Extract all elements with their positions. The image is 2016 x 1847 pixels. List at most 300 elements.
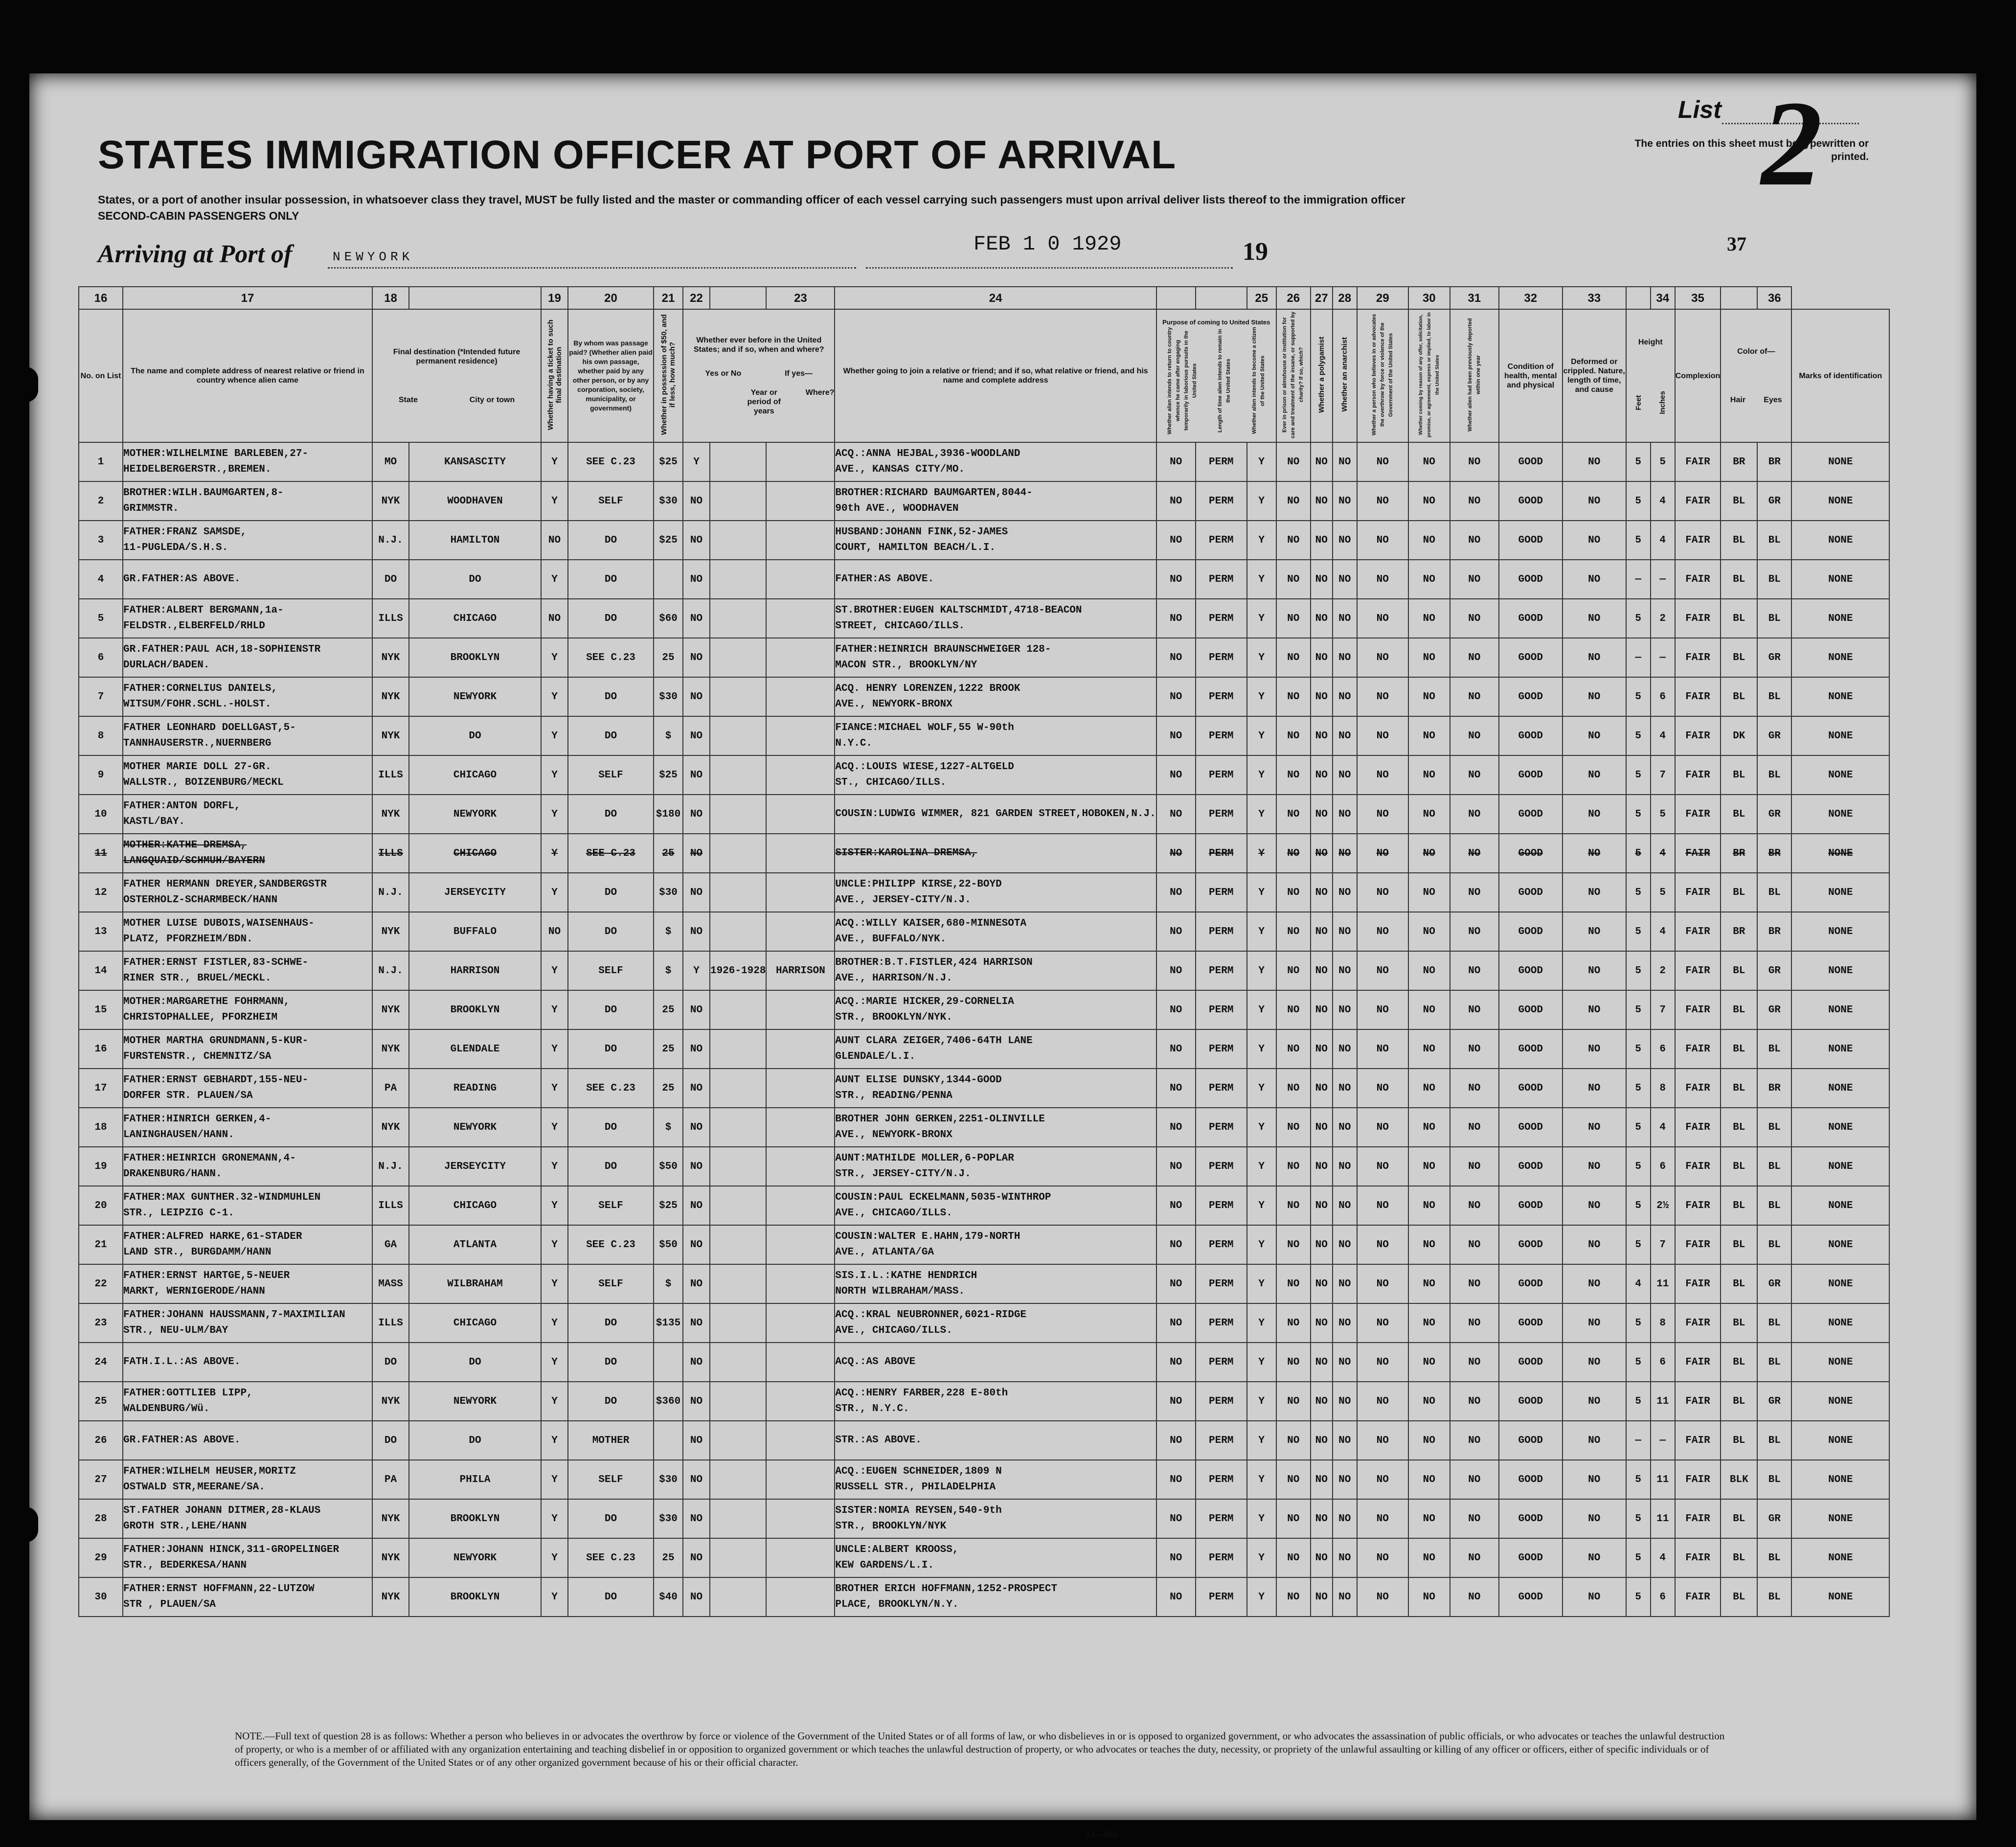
cell-relative-line1: GR.FATHER:AS ABOVE. — [123, 1435, 241, 1446]
table-row — [79, 599, 1889, 638]
cell-marks: NONE — [1791, 755, 1889, 795]
cell-offer: NO — [1408, 1538, 1450, 1577]
cell-complexion: FAIR — [1675, 716, 1721, 755]
header-polygamist-text: Whether a polygamist — [1317, 336, 1326, 413]
cell-relative — [123, 1029, 372, 1069]
cell-relative-line2: WALDENBURG/Wü. — [123, 1403, 210, 1414]
cell-offer: NO — [1408, 521, 1450, 560]
cell-relative-line2: FELDSTR.,ELBERFELD/RHLD — [123, 620, 265, 632]
cell-paid-by: DO — [568, 1303, 654, 1343]
cell-purpose-length: PERM — [1196, 1460, 1247, 1499]
cell-deported: NO — [1450, 521, 1499, 560]
table-row — [79, 1460, 1889, 1499]
cell-purpose-return: NO — [1156, 599, 1196, 638]
cell-marks: NONE — [1791, 638, 1889, 677]
header-no-on-list: No. on List — [79, 309, 123, 442]
cell-ever-before: NO — [683, 1264, 710, 1303]
cell-eyes: BL — [1757, 1029, 1791, 1069]
cell-anarchist: NO — [1333, 1421, 1357, 1460]
column-number: 25 — [1247, 287, 1276, 309]
column-number: 33 — [1563, 287, 1626, 309]
cell-join-relative — [835, 834, 1156, 873]
cell-state: NYK — [372, 990, 409, 1029]
column-number — [1196, 287, 1247, 309]
cell-relative-line2: PLATZ, PFORZHEIM/BDN. — [123, 934, 253, 945]
cell-polygamist: NO — [1311, 1382, 1333, 1421]
cell-where — [766, 1577, 835, 1617]
cell-ticket: Y — [541, 1303, 568, 1343]
cell-purpose-citizen: Y — [1247, 1343, 1276, 1382]
cell-relative-line2: OSTWALD STR,MEERANE/SA. — [123, 1482, 265, 1493]
cell-state: N.J. — [372, 521, 409, 560]
cell-state: NYK — [372, 1029, 409, 1069]
cell-overthrow: NO — [1357, 1343, 1408, 1382]
cell-hair: BL — [1721, 755, 1757, 795]
cell-deformed: NO — [1563, 1343, 1626, 1382]
cell-feet: 5 — [1626, 1303, 1651, 1343]
column-number: 21 — [654, 287, 683, 309]
cell-no: 16 — [79, 1029, 123, 1069]
cell-eyes: BR — [1757, 834, 1791, 873]
cell-city: BROOKLYN — [409, 1577, 541, 1617]
cell-purpose-length: PERM — [1196, 560, 1247, 599]
cell-offer: NO — [1408, 1421, 1450, 1460]
header-money-text: Whether in possession of $50, and if less, how much? — [660, 314, 677, 435]
cell-purpose-citizen: Y — [1247, 1108, 1276, 1147]
cell-purpose-return: NO — [1156, 1577, 1196, 1617]
cell-money: $ — [654, 912, 683, 951]
cell-relative-line1: FATHER:JOHANN HINCK,311-GROPELINGER — [123, 1544, 340, 1555]
column-number: 30 — [1408, 287, 1450, 309]
cell-ticket: Y — [541, 481, 568, 521]
header-deported-text: Whether alien had been previously deported within one year — [1467, 318, 1481, 432]
table-row — [79, 873, 1889, 912]
cell-money: $ — [654, 1264, 683, 1303]
cell-years — [710, 1577, 766, 1617]
cell-prison: NO — [1276, 834, 1311, 873]
cell-state: MASS — [372, 1264, 409, 1303]
cell-feet: 5 — [1626, 1538, 1651, 1577]
cell-polygamist: NO — [1311, 521, 1333, 560]
cell-inches: 4 — [1651, 481, 1675, 521]
table-row — [79, 1108, 1889, 1147]
cell-join-relative-line2: 90th AVE., WOODHAVEN — [835, 503, 959, 514]
cell-purpose-return: NO — [1156, 1460, 1196, 1499]
cell-join-relative-line2: AVE., JERSEY-CITY/N.J. — [835, 894, 971, 906]
cell-purpose-return: NO — [1156, 481, 1196, 521]
cell-where — [766, 560, 835, 599]
cell-paid-by: SEE C.23 — [568, 442, 654, 481]
cell-purpose-return: NO — [1156, 1303, 1196, 1343]
cell-purpose-return: NO — [1156, 795, 1196, 834]
table-row — [79, 1264, 1889, 1303]
cell-hair: BR — [1721, 834, 1757, 873]
cell-purpose-length: PERM — [1196, 1108, 1247, 1147]
cell-deported: NO — [1450, 716, 1499, 755]
cell-health: GOOD — [1499, 1460, 1563, 1499]
cell-relative-line2: STR., LEIPZIG C-1. — [123, 1208, 234, 1219]
cell-overthrow: NO — [1357, 990, 1408, 1029]
cell-deported: NO — [1450, 1186, 1499, 1225]
cell-inches: 4 — [1651, 1108, 1675, 1147]
cell-marks: NONE — [1791, 990, 1889, 1029]
cell-join-relative — [835, 1264, 1156, 1303]
cell-eyes: BR — [1757, 442, 1791, 481]
cell-feet: 5 — [1626, 442, 1651, 481]
cell-ever-before: NO — [683, 1382, 710, 1421]
cell-offer: NO — [1408, 834, 1450, 873]
cell-city: HARRISON — [409, 951, 541, 990]
cell-marks: NONE — [1791, 951, 1889, 990]
header-marks: Marks of identification — [1791, 309, 1889, 442]
cell-overthrow: NO — [1357, 716, 1408, 755]
table-row — [79, 560, 1889, 599]
cell-relative — [123, 1303, 372, 1343]
cell-complexion: FAIR — [1675, 1577, 1721, 1617]
cell-anarchist: NO — [1333, 1069, 1357, 1108]
cell-deformed: NO — [1563, 1108, 1626, 1147]
binder-hole — [14, 1507, 38, 1542]
header-relative: The name and complete address of nearest relative or friend in country whence alien came — [123, 309, 372, 442]
cell-polygamist: NO — [1311, 990, 1333, 1029]
cell-relative — [123, 1264, 372, 1303]
cell-anarchist: NO — [1333, 1460, 1357, 1499]
cell-purpose-return: NO — [1156, 1538, 1196, 1577]
subtitle-class: SECOND-CABIN PASSENGERS ONLY — [98, 209, 299, 222]
binder-hole — [14, 367, 38, 402]
header-condition: Condition of health, mental and physical — [1499, 309, 1563, 442]
cell-purpose-return: NO — [1156, 1147, 1196, 1186]
cell-join-relative-line2: AVE., KANSAS CITY/MO. — [835, 464, 965, 475]
cell-feet: 5 — [1626, 1460, 1651, 1499]
cell-purpose-citizen: Y — [1247, 1029, 1276, 1069]
cell-relative-line1: MOTHER:KATHE DREMSA, — [123, 840, 247, 851]
cell-years — [710, 677, 766, 716]
cell-prison: NO — [1276, 1303, 1311, 1343]
cell-complexion: FAIR — [1675, 795, 1721, 834]
column-number — [1156, 287, 1196, 309]
cell-join-relative-line1: ACQ.:EUGEN SCHNEIDER,1809 N — [835, 1466, 1002, 1477]
cell-anarchist: NO — [1333, 1264, 1357, 1303]
cell-purpose-return: NO — [1156, 1264, 1196, 1303]
cell-join-relative-line2: STR., READING/PENNA — [835, 1090, 952, 1101]
cell-overthrow: NO — [1357, 1264, 1408, 1303]
cell-eyes: BR — [1757, 1069, 1791, 1108]
cell-where — [766, 1186, 835, 1225]
cell-ever-before: NO — [683, 1225, 710, 1264]
cell-no: 19 — [79, 1147, 123, 1186]
cell-years — [710, 1421, 766, 1460]
cell-relative — [123, 873, 372, 912]
cell-complexion: FAIR — [1675, 1029, 1721, 1069]
cell-join-relative-line2: KEW GARDENS/L.I. — [835, 1560, 934, 1571]
cell-join-relative-line1: FATHER:HEINRICH BRAUNSCHWEIGER 128- — [835, 644, 1051, 655]
cell-money: $30 — [654, 873, 683, 912]
cell-polygamist: NO — [1311, 1069, 1333, 1108]
header-final-destination-label: Final destination (*Intended future permanent residence) — [393, 347, 521, 365]
header-prison-text: Ever in prison or almshouse or institution for care and treatment of the insane, or supported by charity? If so, which? — [1282, 311, 1305, 438]
cell-deported: NO — [1450, 677, 1499, 716]
cell-overthrow: NO — [1357, 834, 1408, 873]
header-purpose-b: Length of time alien intends to remain in the United States — [1217, 328, 1232, 433]
cell-purpose-return: NO — [1156, 1499, 1196, 1538]
cell-money: 25 — [654, 1538, 683, 1577]
cell-polygamist: NO — [1311, 912, 1333, 951]
column-number: 20 — [568, 287, 654, 309]
cell-ever-before: NO — [683, 481, 710, 521]
cell-paid-by: DO — [568, 1382, 654, 1421]
cell-state: NYK — [372, 1577, 409, 1617]
cell-health: GOOD — [1499, 1264, 1563, 1303]
cell-no: 8 — [79, 716, 123, 755]
cell-marks: NONE — [1791, 1225, 1889, 1264]
cell-eyes: GR — [1757, 1264, 1791, 1303]
cell-polygamist: NO — [1311, 481, 1333, 521]
table-row — [79, 1225, 1889, 1264]
column-number: 28 — [1333, 287, 1357, 309]
header-ticket-text: Whether having a ticket to such final destination — [546, 319, 563, 430]
cell-feet: — — [1626, 638, 1651, 677]
cell-feet: 5 — [1626, 1343, 1651, 1382]
cell-city: HAMILTON — [409, 521, 541, 560]
cell-paid-by: SELF — [568, 1186, 654, 1225]
cell-health: GOOD — [1499, 912, 1563, 951]
cell-anarchist: NO — [1333, 716, 1357, 755]
cell-inches: 6 — [1651, 677, 1675, 716]
cell-health: GOOD — [1499, 1029, 1563, 1069]
cell-ever-before: NO — [683, 990, 710, 1029]
cell-where — [766, 1069, 835, 1108]
cell-no: 23 — [79, 1303, 123, 1343]
cell-ever-before: NO — [683, 1029, 710, 1069]
cell-ticket: Y — [541, 716, 568, 755]
cell-join-relative-line2: PLACE, BROOKLYN/N.Y. — [835, 1599, 959, 1610]
header-city: City or town — [469, 395, 515, 404]
cell-prison: NO — [1276, 599, 1311, 638]
cell-polygamist: NO — [1311, 1147, 1333, 1186]
cell-complexion: FAIR — [1675, 1421, 1721, 1460]
cell-inches: — — [1651, 560, 1675, 599]
cell-deformed: NO — [1563, 912, 1626, 951]
cell-eyes: GR — [1757, 795, 1791, 834]
cell-inches: 5 — [1651, 442, 1675, 481]
cell-marks: NONE — [1791, 521, 1889, 560]
cell-ticket: NO — [541, 599, 568, 638]
cell-money: 25 — [654, 1029, 683, 1069]
header-join-relative: Whether going to join a relative or friend; and if so, what relative or friend, and his name and complete address — [835, 309, 1156, 442]
cell-deformed: NO — [1563, 716, 1626, 755]
cell-relative-line2: LANGQUAID/SCHMUH/BAYERN — [123, 855, 265, 866]
cell-no: 15 — [79, 990, 123, 1029]
cell-eyes: GR — [1757, 481, 1791, 521]
cell-relative-line1: ST.FATHER JOHANN DITMER,28-KLAUS — [123, 1505, 321, 1516]
cell-anarchist: NO — [1333, 834, 1357, 873]
cell-join-relative-line1: STR.:AS ABOVE. — [835, 1435, 922, 1446]
cell-where — [766, 521, 835, 560]
cell-where — [766, 677, 835, 716]
cell-relative-line1: FATHER:FRANZ SAMSDE, — [123, 526, 247, 538]
cell-relative-line1: FATHER LEONHARD DOELLGAST,5- — [123, 722, 296, 733]
cell-inches: 2 — [1651, 951, 1675, 990]
cell-health: GOOD — [1499, 1069, 1563, 1108]
cell-marks: NONE — [1791, 795, 1889, 834]
cell-no: 14 — [79, 951, 123, 990]
cell-paid-by: SELF — [568, 1460, 654, 1499]
cell-purpose-length: PERM — [1196, 638, 1247, 677]
cell-inches: — — [1651, 1421, 1675, 1460]
cell-where — [766, 1421, 835, 1460]
cell-purpose-length: PERM — [1196, 677, 1247, 716]
cell-offer: NO — [1408, 677, 1450, 716]
cell-overthrow: NO — [1357, 1225, 1408, 1264]
cell-deformed: NO — [1563, 1225, 1626, 1264]
cell-years — [710, 873, 766, 912]
cell-overthrow: NO — [1357, 1186, 1408, 1225]
cell-join-relative — [835, 638, 1156, 677]
cell-marks: NONE — [1791, 1029, 1889, 1069]
cell-polygamist: NO — [1311, 638, 1333, 677]
cell-complexion: FAIR — [1675, 1499, 1721, 1538]
cell-anarchist: NO — [1333, 1108, 1357, 1147]
cell-marks: NONE — [1791, 481, 1889, 521]
cell-anarchist: NO — [1333, 1186, 1357, 1225]
cell-inches: — — [1651, 638, 1675, 677]
cell-where — [766, 1303, 835, 1343]
cell-deported: NO — [1450, 1460, 1499, 1499]
cell-relative-line2: LAND STR., BURGDAMM/HANN — [123, 1247, 272, 1258]
cell-deformed: NO — [1563, 677, 1626, 716]
cell-complexion: FAIR — [1675, 951, 1721, 990]
cell-relative — [123, 716, 372, 755]
cell-paid-by: DO — [568, 1577, 654, 1617]
cell-deformed: NO — [1563, 951, 1626, 990]
manifest-rows — [79, 442, 1889, 1617]
cell-inches: 8 — [1651, 1069, 1675, 1108]
cell-ever-before: NO — [683, 560, 710, 599]
cell-prison: NO — [1276, 1264, 1311, 1303]
cell-relative-line1: GR.FATHER:AS ABOVE. — [123, 573, 241, 585]
cell-where — [766, 795, 835, 834]
cell-ticket: Y — [541, 1108, 568, 1147]
header-deported — [1450, 309, 1499, 442]
cell-ticket: NO — [541, 912, 568, 951]
cell-marks: NONE — [1791, 716, 1889, 755]
cell-join-relative — [835, 560, 1156, 599]
cell-deformed: NO — [1563, 599, 1626, 638]
cell-anarchist: NO — [1333, 795, 1357, 834]
cell-money: $135 — [654, 1303, 683, 1343]
cell-health: GOOD — [1499, 677, 1563, 716]
cell-polygamist: NO — [1311, 1343, 1333, 1382]
cell-join-relative-line1: ACQ.:LOUIS WIESE,1227-ALTGELD — [835, 761, 1014, 773]
cell-purpose-length: PERM — [1196, 1538, 1247, 1577]
cell-feet: 5 — [1626, 1147, 1651, 1186]
cell-marks: NONE — [1791, 1069, 1889, 1108]
cell-state: NYK — [372, 795, 409, 834]
cell-health: GOOD — [1499, 834, 1563, 873]
cell-anarchist: NO — [1333, 1538, 1357, 1577]
cell-deported: NO — [1450, 990, 1499, 1029]
cell-join-relative — [835, 951, 1156, 990]
cell-purpose-length: PERM — [1196, 1343, 1247, 1382]
cell-purpose-citizen: Y — [1247, 716, 1276, 755]
cell-polygamist: NO — [1311, 677, 1333, 716]
cell-city: BROOKLYN — [409, 638, 541, 677]
cell-join-relative-line2: N.Y.C. — [835, 738, 873, 749]
cell-inches: 2½ — [1651, 1186, 1675, 1225]
cell-overthrow: NO — [1357, 521, 1408, 560]
cell-ever-before: NO — [683, 834, 710, 873]
cell-where — [766, 1538, 835, 1577]
cell-paid-by: DO — [568, 716, 654, 755]
cell-join-relative-line1: BROTHER:B.T.FISTLER,424 HARRISON — [835, 957, 1033, 968]
cell-marks: NONE — [1791, 873, 1889, 912]
cell-relative-line1: FATHER:JOHANN HAUSSMANN,7-MAXIMILIAN — [123, 1309, 345, 1321]
cell-paid-by: SELF — [568, 951, 654, 990]
cell-purpose-citizen: Y — [1247, 481, 1276, 521]
cell-relative-line1: FATHER:MAX GUNTHER.32-WINDMUHLEN — [123, 1192, 321, 1203]
cell-hair: BL — [1721, 1382, 1757, 1421]
cell-offer: NO — [1408, 481, 1450, 521]
cell-prison: NO — [1276, 1499, 1311, 1538]
cell-polygamist: NO — [1311, 1421, 1333, 1460]
cell-join-relative-line2: ST., CHICAGO/ILLS. — [835, 777, 947, 788]
cell-ever-before: NO — [683, 716, 710, 755]
cell-join-relative — [835, 521, 1156, 560]
cell-offer: NO — [1408, 442, 1450, 481]
cell-relative-line1: FATH.I.L.:AS ABOVE. — [123, 1356, 241, 1368]
cell-complexion: FAIR — [1675, 1460, 1721, 1499]
cell-paid-by: SEE C.23 — [568, 1538, 654, 1577]
cell-polygamist: NO — [1311, 1186, 1333, 1225]
cell-purpose-citizen: Y — [1247, 912, 1276, 951]
cell-inches: 5 — [1651, 795, 1675, 834]
cell-feet: 4 — [1626, 1264, 1651, 1303]
cell-purpose-return: NO — [1156, 1108, 1196, 1147]
header-purpose-a: Whether alien intends to return to country whence he came after engaging temporarily in laborious pursuits in the United States — [1166, 326, 1198, 434]
cell-health: GOOD — [1499, 1186, 1563, 1225]
table-row — [79, 1577, 1889, 1617]
cell-deported: NO — [1450, 1538, 1499, 1577]
header-color-of — [1721, 309, 1791, 442]
cell-deformed: NO — [1563, 1577, 1626, 1617]
cell-purpose-length: PERM — [1196, 912, 1247, 951]
header-paid-by: By whom was passage paid? (Whether alien paid his own passage, whether paid by any other person, or by any corporation, society, municipality, or government) — [568, 309, 654, 442]
cell-anarchist: NO — [1333, 677, 1357, 716]
cell-polygamist: NO — [1311, 716, 1333, 755]
cell-feet: 5 — [1626, 1225, 1651, 1264]
cell-overthrow: NO — [1357, 1460, 1408, 1499]
cell-health: GOOD — [1499, 1499, 1563, 1538]
cell-city: NEWYORK — [409, 1108, 541, 1147]
cell-city: KANSASCITY — [409, 442, 541, 481]
cell-relative-line1: FATHER:HINRICH GERKEN,4- — [123, 1114, 272, 1125]
cell-no: 28 — [79, 1499, 123, 1538]
cell-paid-by: SELF — [568, 481, 654, 521]
cell-purpose-citizen: Y — [1247, 1421, 1276, 1460]
cell-ticket: Y — [541, 1029, 568, 1069]
cell-deformed: NO — [1563, 638, 1626, 677]
cell-join-relative — [835, 990, 1156, 1029]
cell-deported: NO — [1450, 834, 1499, 873]
entries-note: The entries on this sheet must be typewritten or printed. — [1634, 138, 1869, 162]
cell-no: 12 — [79, 873, 123, 912]
cell-feet: 5 — [1626, 1069, 1651, 1108]
header-color-of-label: Color of— — [1737, 347, 1775, 356]
header-offer — [1408, 309, 1450, 442]
cell-offer: NO — [1408, 873, 1450, 912]
cell-offer: NO — [1408, 951, 1450, 990]
